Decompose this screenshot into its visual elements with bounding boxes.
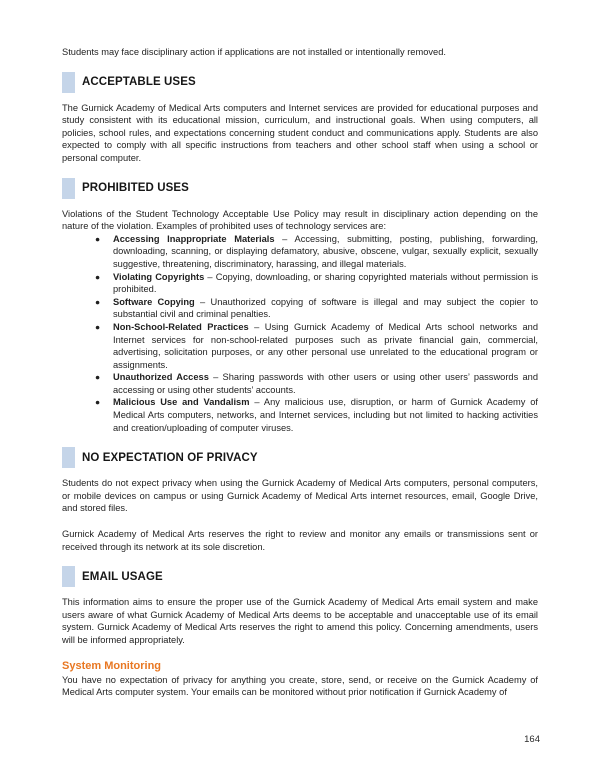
heading-marker-icon [62,447,75,468]
bullet-text: Using Gurnick Academy of Medical Arts school networks and Internet services for non-school-related purposes such as private financial gain, commercial, advertising, solicitation purposes, or any other personal use unrelated to the educational program or assignments. [113,321,538,370]
heading-marker-icon [62,72,75,93]
bullet-marker: ● [95,397,101,408]
bullet-text: Accessing, submitting, posting, publishing, forwarding, downloading, scanning, or displaying defamatory, abusive, obscene, vulgar, sexually explicit, sexually suggestive, threatening, discriminatory, harassing, and illegal materials. [113,233,539,269]
section-heading-label: PROHIBITED USES [82,182,189,195]
section-heading [62,447,538,468]
page-number: 164 [524,734,540,745]
section-heading-label: EMAIL USAGE [82,570,163,583]
heading-marker-icon [62,178,75,199]
bullet-item [62,321,538,371]
subsection-heading: System Monitoring [62,659,162,672]
bullet-term: Unauthorized Access [113,372,209,383]
bullet-separator: – [248,321,265,332]
bullet-marker: ● [95,271,101,282]
bullet-text: Unauthorized copying of software is illegal and may subject the copier to substantial civil and criminal penalties. [113,296,538,320]
heading-marker-icon [62,566,75,587]
bullet-list [62,233,538,435]
bullet-term: Software Copying [113,296,195,307]
bullet-separator: – [208,372,223,383]
bullet-item [62,371,538,396]
paragraph: You have no expectation of privacy for anything you create, store, send, or receive on the Gurnick Academy of Medical Arts computer system. Your emails can be monitored without prior notification if Gurnick Academy of [62,674,538,698]
section-heading [62,72,538,93]
section-heading [62,178,538,199]
bullet-text: Sharing passwords with other users or using other users’ passwords and accessing or using other students’ accounts. [113,372,539,395]
bullet-term: Non-School-Related Practices [113,321,249,332]
paragraph: This information aims to ensure the proper use of the Gurnick Academy of Medical Arts email system and make users aware of what Gurnick Academy of Medical Arts deems to be acceptable and unacceptable use of its email system. Gurnick Academy of Medical Arts reserves the right to amend this policy. Concerning amendments, users will be informed appropriately. [62,597,538,645]
bullet-text: Copying, downloading, or sharing copyrighted materials without permission is prohibited. [113,271,538,295]
bullet-term: Violating Copyrights [113,271,205,282]
paragraph: The Gurnick Academy of Medical Arts computers and Internet services are provided for educational purposes and study consistent with its educational mission, curriculum, and instructional goals. When using computers, all policies, school rules, and expectations concerning student conduct and communications apply. Students are also expected to comply with all specific instructions from teachers and other school staff when using a school or personal computer. [62,102,538,163]
page-content [62,46,538,699]
paragraph: Gurnick Academy of Medical Arts reserves the right to review and monitor any emails or transmissions sent or received through its network at its sole discretion. [62,529,538,552]
bullet-marker: ● [95,321,101,332]
bullet-term: Accessing Inappropriate Materials [113,233,275,244]
bullet-item [62,296,538,321]
bullet-item [62,271,538,296]
bullet-separator: – [204,271,216,282]
paragraph: Students do not expect privacy when using the Gurnick Academy of Medical Arts computers, personal computers, or mobile devices on campus or using Gurnick Academy of Medical Arts internet resources, email, Google Drive, and stored files. [62,478,538,514]
bullet-separator: – [194,296,211,307]
bullet-text: Any malicious use, disruption, or harm of Gurnick Academy of Medical Arts computers, networks, and Internet services, including but not limited to hacking activities and creation/uploading of computer viruses. [113,397,539,433]
bullet-marker: ● [95,233,101,244]
section-heading [62,566,538,587]
bullet-marker: ● [95,372,101,383]
paragraph: Students may face disciplinary action if applications are not installed or intentionally removed. [62,47,446,57]
paragraph: Violations of the Student Technology Acceptable Use Policy may result in disciplinary action depending on the nature of the violation. Examples of prohibited uses of technology services are: [62,208,538,232]
bullet-item [62,396,538,434]
section-heading-label: ACCEPTABLE USES [82,76,196,89]
bullet-term: Malicious Use and Vandalism [113,397,250,408]
section-heading-label: NO EXPECTATION OF PRIVACY [82,451,258,464]
bullet-marker: ● [95,296,101,307]
bullet-separator: – [249,397,264,408]
bullet-separator: – [274,233,295,244]
bullet-item [62,233,538,271]
